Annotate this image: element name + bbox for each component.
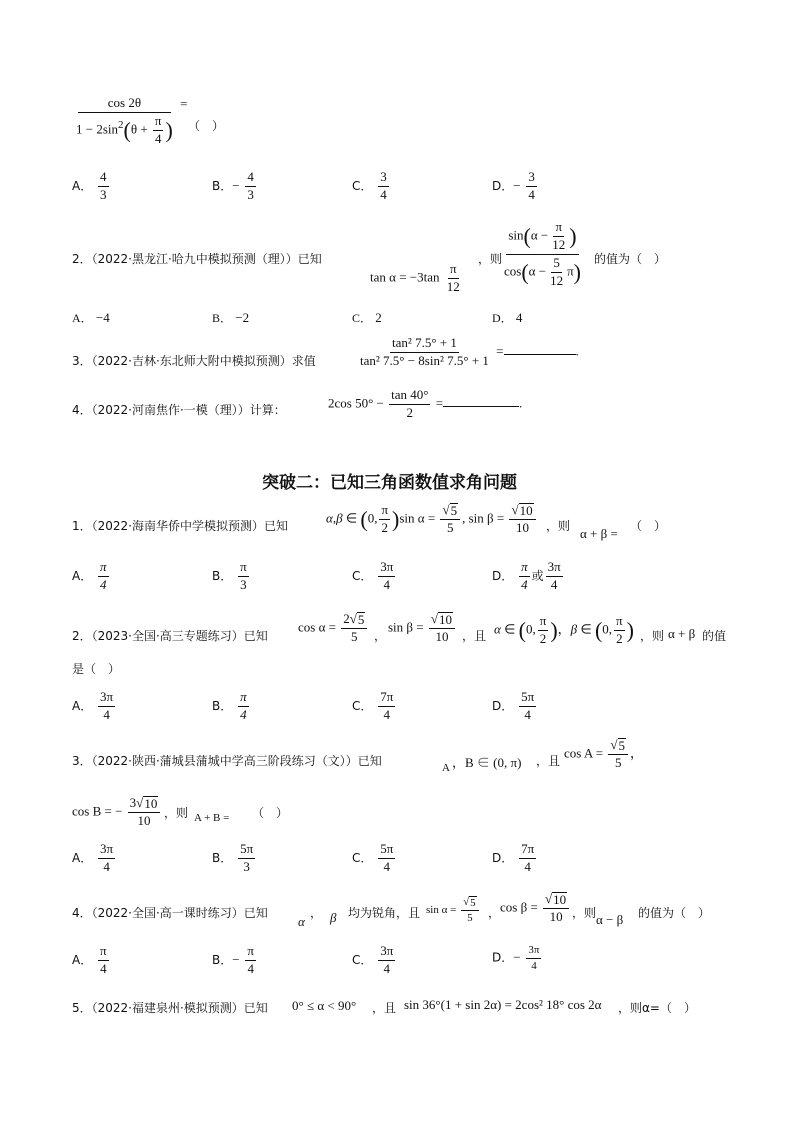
s2-q2-sin: sin β = √ 10 10 bbox=[388, 612, 457, 645]
s2-q2-tail: 的值 bbox=[702, 629, 727, 643]
top-option-d: D．− $\frac{3}{4}$ bbox=[492, 169, 535, 202]
s1-q3-blank[interactable] bbox=[504, 342, 576, 355]
top-option-c: C． $\frac{3}{4}$ bbox=[352, 169, 387, 202]
s2-q5-tail: ，则α=（ ） bbox=[618, 1001, 696, 1015]
s2-q2-option-a: A． $\frac{3\pi}{4}$ bbox=[72, 689, 114, 722]
s2-q2-line2: 是（ ） bbox=[72, 662, 121, 676]
s2-q5-text: 5．（2022·福建泉州·模拟预测）已知 bbox=[72, 1001, 268, 1015]
top-expression: cos 2θ $1 - 2\sin^2(\theta$ + $\frac{\pi}{4}$ ) = bbox=[76, 95, 188, 146]
s2-q5-and: ，且 bbox=[372, 1001, 397, 1015]
s2-q3-and: ，且 bbox=[536, 754, 561, 768]
s2-q3-option-d: D． $\frac{7\pi}{4}$ bbox=[492, 841, 535, 874]
s1-q4-blank[interactable] bbox=[443, 394, 519, 407]
s1-q2-option-b: B． −2 bbox=[212, 310, 250, 325]
s2-q2-and: ，且 bbox=[462, 629, 487, 643]
s2-q2-range: α ∈ (0, $\frac{\pi}{2}$ )，β ∈ (0, $\frac{\pi}{2}$ ) bbox=[494, 613, 634, 646]
s1-q4-text: 4．（2022·河南焦作·一模（理））计算： bbox=[72, 403, 286, 417]
top-expr-numerator: cos 2θ bbox=[78, 96, 171, 113]
s1-q2-tail: 的值为（ ） bbox=[594, 252, 667, 266]
s2-q3-b-range: ，B ∈ (0, π) bbox=[452, 755, 522, 770]
s1-q2-option-a: A． −4 bbox=[72, 310, 110, 325]
s2-q5-eq: sin 36°(1 + sin 2α) = 2cos² 18° cos 2α bbox=[404, 997, 602, 1012]
s2-q1-cond: α,β ∈ (0, $\frac{\pi}{2}$ )sin α = √ 5 5 , sin β = √ 10 10 bbox=[326, 503, 538, 536]
s2-q4-diff: α − β bbox=[596, 912, 624, 927]
s2-q4-option-c: C． $\frac{3\pi}{4}$ bbox=[352, 943, 394, 976]
s2-q4-beta: β bbox=[330, 910, 337, 925]
s2-q4-option-d: D．− $\frac{3\pi}{4}$ bbox=[492, 944, 540, 972]
s1-q2-then: ，则 bbox=[478, 252, 503, 266]
s2-q4-alpha: α bbox=[298, 914, 305, 929]
top-option-b: B．− $\frac{4}{3}$ bbox=[212, 169, 254, 202]
s2-q4-text: 4．（2022·全国·高一课时练习）已知 bbox=[72, 906, 268, 920]
s2-q4-tail: 的值为（ ） bbox=[638, 906, 711, 920]
s2-q4-option-a: A． $\frac{\pi}{4}$ bbox=[72, 943, 107, 976]
s1-q3-text: 3．（2022·吉林·东北师大附中模拟预测）求值 bbox=[72, 354, 316, 368]
s2-q3-text: 3．（2022·陕西·蒲城县蒲城中学高三阶段练习（文））已知 bbox=[72, 754, 382, 768]
s1-q2-option-c: C． 2 bbox=[352, 310, 382, 325]
s2-q1-option-a: A． $\frac{\pi}{4}$ bbox=[72, 559, 107, 592]
s1-q2-text: 2．（2022·黑龙江·哈九中模拟预测（理））已知 bbox=[72, 252, 322, 266]
s2-q2-text: 2．（2023·全国·高三专题练习）已知 bbox=[72, 629, 268, 643]
s2-q3-paren: （ ） bbox=[252, 806, 289, 820]
s2-q4-sina: sin α = √ 5 5 bbox=[426, 896, 481, 925]
s2-q3-option-a: A． $\frac{3\pi}{4}$ bbox=[72, 841, 114, 874]
s2-q2-then: ，则 bbox=[640, 629, 665, 643]
s2-q3-cosA: cos A = √ 5 5 ， bbox=[564, 737, 644, 771]
s2-q1-option-c: C． $\frac{3\pi}{4}$ bbox=[352, 559, 394, 592]
s1-q4-expr: 2cos 50° − $\frac{\tan 40^\circ}{2}$ = . bbox=[328, 387, 523, 420]
s2-q2-option-d: D． $\frac{5\pi}{4}$ bbox=[492, 689, 535, 722]
s2-q4-then: ，则 bbox=[572, 906, 597, 920]
s2-q4-option-b: B．− $\frac{\pi}{4}$ bbox=[212, 943, 254, 976]
s2-q3-a: A bbox=[442, 762, 450, 774]
section-title: 突破二：已知三角函数值求角问题 bbox=[262, 473, 517, 493]
top-equals: = bbox=[180, 96, 188, 111]
s2-q2-option-c: C． $\frac{7\pi}{4}$ bbox=[352, 689, 394, 722]
s2-q2-option-b: B． $\frac{\pi}{4}$ bbox=[212, 689, 247, 722]
s1-q2-option-d: D． 4 bbox=[492, 310, 523, 325]
s2-q1-option-b: B． $\frac{\pi}{3}$ bbox=[212, 559, 247, 592]
s2-q3-option-b: B． $\frac{5\pi}{3}$ bbox=[212, 841, 254, 874]
s2-q4-cosb: cos β = √ 10 10 bbox=[500, 892, 571, 925]
s1-q2-given: tan α = −3tan $\frac{\pi}{12}$ bbox=[370, 261, 460, 294]
s1-q3-expr: $\frac{\text{tan² 7.5° + 1}}{\text{tan² 7.5° − 8sin² 7.5° + 1}}$ = . bbox=[360, 335, 579, 368]
top-answer-paren: （ ） bbox=[188, 119, 225, 133]
top-option-a: A． $\frac{4}{3}$ bbox=[72, 169, 107, 202]
s2-q1-tail: α + β = bbox=[580, 526, 618, 541]
s2-q2-cos: cos α = 2√ 5 5 bbox=[298, 612, 369, 645]
s2-q1-paren: （ ） bbox=[630, 519, 667, 533]
s2-q3-then: ，则 bbox=[164, 806, 189, 820]
s2-q1-then: ，则 bbox=[546, 519, 571, 533]
s1-q2-ratio: sin(α − $\frac{\pi}{12}$ ) cos(α − $\frac{5}{12}$ π) bbox=[504, 219, 581, 288]
s2-q1-text: 1．（2022·海南华侨中学模拟预测）已知 bbox=[72, 519, 288, 533]
s2-q1-option-d: D． $\frac{\pi}{4}$ 或 $\frac{3\pi}{4}$ bbox=[492, 559, 561, 592]
s2-q4-acute: 均为锐角，且 bbox=[348, 906, 421, 920]
s2-q3-sum: A + B = bbox=[194, 812, 230, 824]
s2-q5-range: 0° ≤ α < 90° bbox=[292, 998, 357, 1013]
s2-q2-comma: ， bbox=[374, 629, 387, 643]
s2-q2-sum: α + β bbox=[668, 626, 696, 641]
s2-q3-option-c: C． $\frac{5\pi}{4}$ bbox=[352, 841, 394, 874]
s2-q3-cosB: cos B = − 3√ 10 10 bbox=[72, 796, 162, 829]
